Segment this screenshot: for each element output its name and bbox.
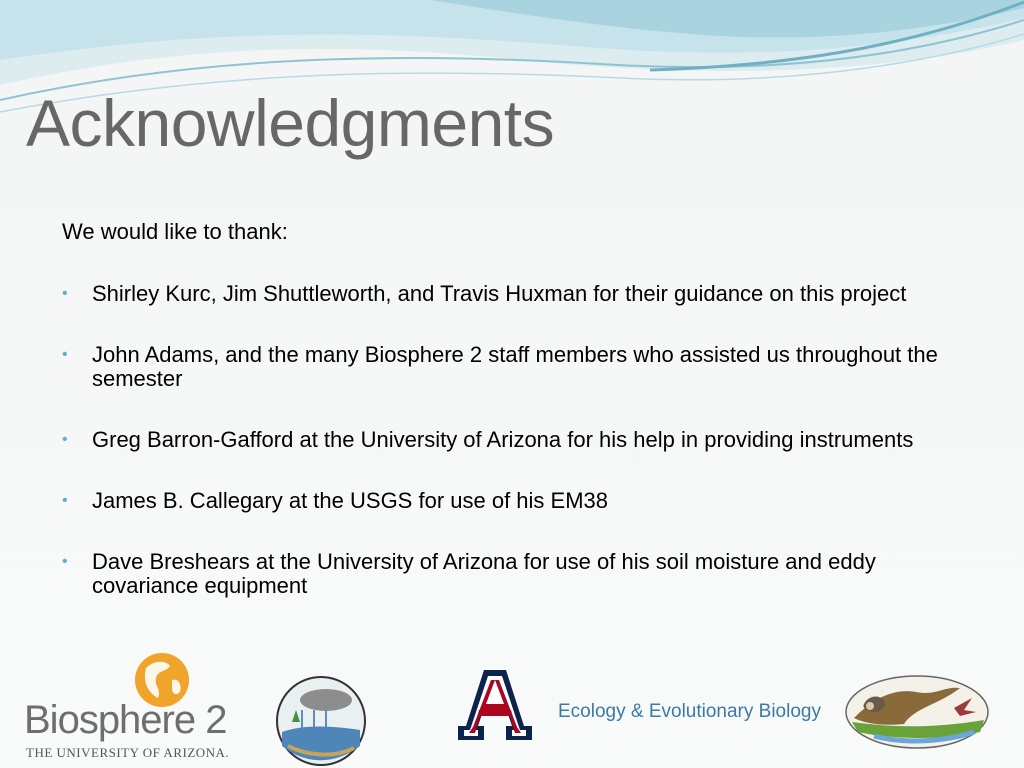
logo-strip <box>0 650 1024 768</box>
list-item-text: James B. Callegary at the USGS for use of his EM38 <box>92 488 609 513</box>
list-item-text: Dave Breshears at the University of Arizona for use of his soil moisture and eddy covariance equipment <box>92 549 876 598</box>
list-item <box>62 282 982 306</box>
bullet-icon: • <box>62 492 68 509</box>
hydrology-icon <box>274 674 368 768</box>
eeb-logo-text: Ecology & Evolutionary Biology <box>558 701 821 722</box>
bullet-icon: • <box>62 346 68 363</box>
landscape-bird-icon <box>844 674 990 750</box>
ua-logo-icon <box>456 666 534 742</box>
bullet-icon: • <box>62 431 68 448</box>
bullet-icon: • <box>62 553 68 570</box>
list-item <box>62 343 982 391</box>
list-item-text: Shirley Kurc, Jim Shuttleworth, and Travis Huxman for their guidance on this project <box>92 281 907 306</box>
biosphere2-subtitle: THE UNIVERSITY OF ARIZONA. <box>26 745 230 760</box>
page-title: Acknowledgments <box>26 86 555 160</box>
list-item-text: Greg Barron-Gafford at the University of Arizona for his help in providing instruments <box>92 427 914 452</box>
acknowledgment-list <box>62 282 982 635</box>
intro-text: We would like to thank: <box>62 219 288 244</box>
bullet-icon: • <box>62 285 68 302</box>
biosphere2-wordmark: Biosphere 2 <box>24 698 227 742</box>
list-item <box>62 550 982 598</box>
list-item-text: John Adams, and the many Biosphere 2 staff members who assisted us throughout the semester <box>92 342 938 391</box>
ua-letter: A <box>494 706 496 707</box>
list-item <box>62 428 982 452</box>
list-item <box>62 489 982 513</box>
biosphere2-logo <box>22 650 230 765</box>
